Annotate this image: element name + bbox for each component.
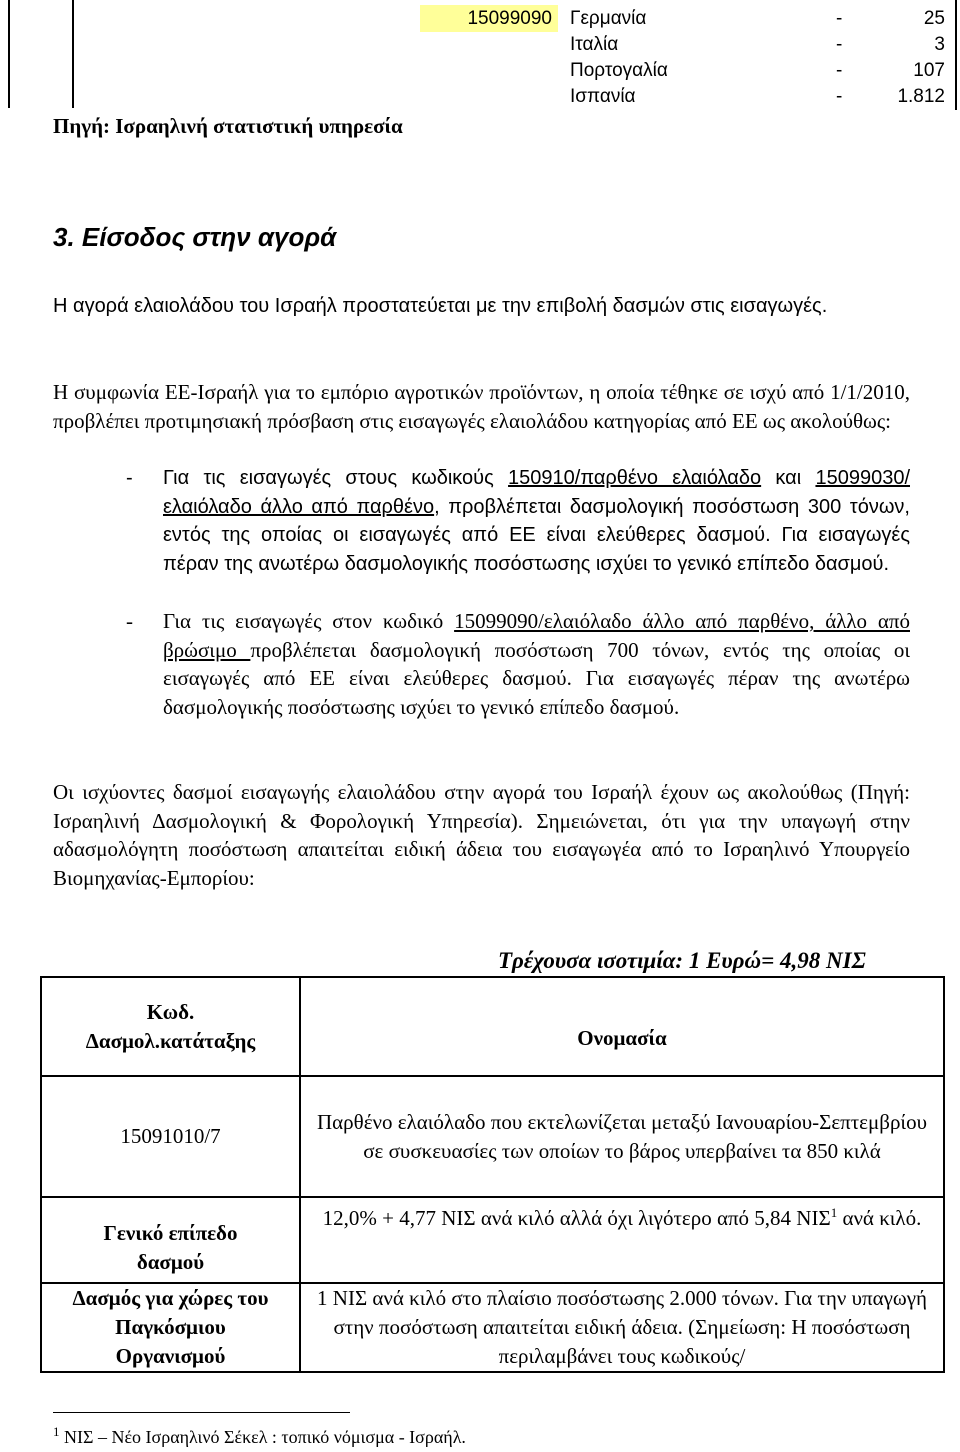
intro-paragraph: Η αγορά ελαιολάδου του Ισραήλ προστατεύεται με την επιβολή δασμών στις εισαγωγές. — [53, 295, 828, 317]
table-row — [41, 1283, 944, 1372]
country-dash: - — [836, 34, 843, 55]
highlighted-code: 15099090 — [420, 5, 558, 32]
country-row — [570, 58, 945, 84]
country-name: Ιταλία — [570, 34, 619, 55]
label-cell — [41, 1283, 300, 1372]
duties-paragraph: Οι ισχύοντες δασμοί εισαγωγής ελαιολάδου στην αγορά του Ισραήλ έχουν ως ακολούθως (Πηγή: Ισραηλινή Δασμολογική & Φορολογική Υπηρεσία). Σημειώνεται, ότι για την υπαγωγή στην αδασμολόγητη ποσόστωση απαιτείται ειδική άδεια του εισαγωγέα από το Ισραηλινό Υπουργείο Βιομηχανίας-Εμπορίου: — [53, 780, 910, 890]
description-cell: 1 ΝΙΣ ανά κιλό στο πλαίσιο ποσόστωσης 2.000 τόνων. Για την υπαγωγή στην ποσόστωση απαιτείται ειδική άδεια. (Σημείωση: Η ποσόστωση περιλαμβάνει τους κωδικούς/ — [300, 1283, 944, 1372]
country-dash: - — [836, 8, 843, 29]
country-dash: - — [836, 86, 843, 107]
label-line: Γενικό επίπεδο — [103, 1221, 238, 1245]
exchange-rate: Τρέχουσα ισοτιμία: 1 Ευρώ= 4,98 ΝΙΣ — [498, 948, 866, 973]
header-code-line2: Δασμολ.κατάταξης — [85, 1028, 256, 1053]
label-line: Δασμός για χώρες του — [72, 1286, 269, 1310]
footnote-number: 1 — [53, 1424, 60, 1439]
bullet-text: , προβλέπεται δασμολογική ποσόστωση 300 τόνων, εντός της οποίας οι εισαγωγές από ΕΕ είναι ελεύθερες δασμού. Για εισαγωγές πέραν της ανωτέρω δασμολογικής ποσόστωσης ισχύει το γενικό επίπεδο δασμού. — [163, 495, 910, 575]
bullet-dash: - — [126, 609, 133, 633]
code-link: 15099030/ελαιόλαδο άλλο από παρθένο — [163, 467, 910, 518]
table-border-right — [955, 0, 957, 110]
label-line: δασμού — [136, 1250, 205, 1274]
table-header-row — [41, 977, 944, 1076]
agreement-paragraph: Η συμφωνία ΕΕ-Ισραήλ για το εμπόριο αγροτικών προϊόντων, η οποία τέθηκε σε ισχύ από 1/1/2010, προβλέπει προτιμησιακή πρόσβαση στις εισαγωγές ελαιολάδου κατηγορίας από ΕΕ ως ακολούθως: — [53, 380, 910, 433]
table-row — [41, 1197, 944, 1283]
country-value: 107 — [913, 60, 945, 81]
description-cell: Παρθένο ελαιόλαδο που εκτελωνίζεται μεταξύ Ιανουαρίου-Σεπτεμβρίου σε συσκευασίες των οποίων το βάρος υπερβαίνει τα 850 κιλά — [300, 1076, 944, 1197]
duty-text: 12,0% + 4,77 ΝΙΣ ανά κιλό αλλά όχι λιγότερο από 5,84 ΝΙΣ — [322, 1206, 831, 1230]
description-cell — [300, 1197, 944, 1283]
country-name: Πορτογαλία — [570, 60, 668, 81]
label-cell — [41, 1197, 300, 1283]
country-row — [570, 6, 945, 32]
label-line: Παγκόσμιου — [115, 1315, 226, 1339]
footnote-separator — [53, 1412, 350, 1413]
footnote — [53, 1424, 466, 1448]
bullet-item-1 — [163, 464, 910, 578]
bullet-item-2 — [163, 607, 910, 721]
country-dash: - — [836, 60, 843, 81]
source-caption: Πηγή: Ισραηλινή στατιστική υπηρεσία — [53, 114, 403, 138]
header-name-cell: Ονομασία — [300, 977, 944, 1076]
duty-table — [40, 976, 945, 1373]
table-border-left — [8, 0, 10, 108]
bullet-text: προβλέπεται δασμολογική ποσόστωση 700 τόνων, εντός της οποίας οι εισαγωγές από ΕΕ είναι ελεύθερες δασμού. Για εισαγωγές πέραν της ανωτέρω δασμολογικής ποσόστωσης ισχύει το γενικό επίπεδο δασμού. — [163, 637, 911, 719]
country-name: Ισπανία — [570, 86, 636, 107]
bullet-text: και — [761, 467, 816, 489]
footnote-text: ΝΙΣ – Νέο Ισραηλινό Σέκελ : τοπικό νόμισμα - Ισραήλ. — [64, 1427, 466, 1447]
header-code-cell — [41, 977, 300, 1076]
country-name: Γερμανία — [570, 8, 647, 29]
table-row — [41, 1076, 944, 1197]
label-line: Οργανισμού — [115, 1344, 226, 1368]
country-value: 25 — [923, 8, 945, 29]
bullet-text: Για τις εισαγωγές στους κωδικούς — [163, 467, 509, 489]
section-heading: 3. Είσοδος στην αγορά — [53, 222, 337, 252]
code-cell: 15091010/7 — [41, 1076, 300, 1197]
bullet-dash: - — [126, 467, 133, 489]
country-value: 1.812 — [897, 86, 945, 107]
code-link: 150910/παρθένο ελαιόλαδο — [508, 467, 762, 489]
duty-text-end: ανά κιλό. — [837, 1206, 922, 1230]
table-border-inner — [72, 0, 74, 108]
footnote-ref: 1 — [830, 1205, 838, 1220]
country-value: 3 — [934, 34, 945, 55]
country-row — [570, 84, 945, 110]
bullet-text: Για τις εισαγωγές στον κωδικό — [163, 609, 455, 633]
header-code-line1: Κωδ. — [146, 999, 195, 1024]
code-link: 15099090/ελαιόλαδο άλλο από παρθένο, άλλο από βρώσιμο — [163, 609, 910, 662]
country-row — [570, 32, 945, 58]
